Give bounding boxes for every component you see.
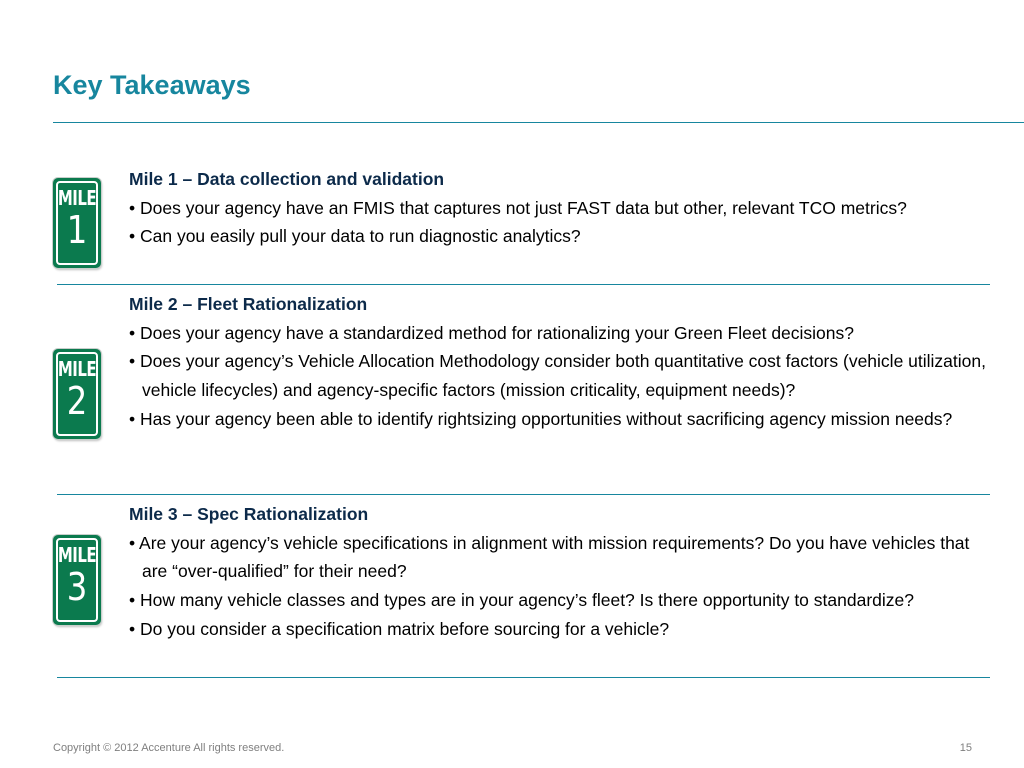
title-divider [53, 122, 1024, 123]
page-number: 15 [959, 742, 972, 754]
section-heading: Mile 3 – Spec Rationalization [129, 504, 369, 524]
bullet-item: • Are your agency’s vehicle specifications in alignment with mission requirements? Do you have vehicles that are “over-qualified” for their need? [129, 532, 970, 582]
mile-marker-2-icon [53, 349, 101, 439]
bullet-item: • Can you easily pull your data to run diagnostic analytics? [129, 226, 581, 247]
mile-sign-number: 2 [66, 379, 88, 423]
bullet-item: • How many vehicle classes and types are in your agency’s fleet? Is there opportunity to standardize? [129, 590, 914, 611]
section-heading: Mile 1 – Data collection and validation [129, 169, 445, 189]
page-title: Key Takeaways [53, 70, 251, 100]
mile-2-section [57, 285, 990, 495]
bullet-item: • Does your agency’s Vehicle Allocation Methodology consider both quantitative cost factors (vehicle utilization, vehicle lifecycles) and agency-specific factors (mission criticality, equipment needs)? [129, 351, 986, 401]
section-heading: Mile 2 – Fleet Rationalization [129, 294, 368, 314]
mile-sign-number: 3 [66, 565, 88, 609]
mile-sign-word: MILE [57, 543, 97, 568]
mile-1-content [129, 165, 989, 251]
bullet-item: • Does your agency have a standardized method for rationalizing your Green Fleet decisions? [129, 322, 855, 343]
copyright-text: Copyright © 2012 Accenture All rights reserved. [53, 742, 285, 754]
mile-sign-word: MILE [57, 357, 97, 382]
mile-sign-number: 1 [66, 208, 88, 252]
bullet-item: • Do you consider a specification matrix before sourcing for a vehicle? [129, 618, 670, 639]
mile-marker-3-icon [53, 535, 101, 625]
mile-sign-word: MILE [57, 186, 97, 211]
mile-2-content [129, 290, 989, 434]
mile-marker-1-icon [53, 178, 101, 268]
mile-3-content [129, 500, 989, 644]
bullet-item: • Has your agency been able to identify rightsizing opportunities without sacrificing agency mission needs? [129, 408, 953, 429]
mile-1-section [57, 165, 990, 285]
mile-3-section [57, 495, 990, 678]
bullet-item: • Does your agency have an FMIS that captures not just FAST data but other, relevant TCO metrics? [129, 197, 907, 218]
